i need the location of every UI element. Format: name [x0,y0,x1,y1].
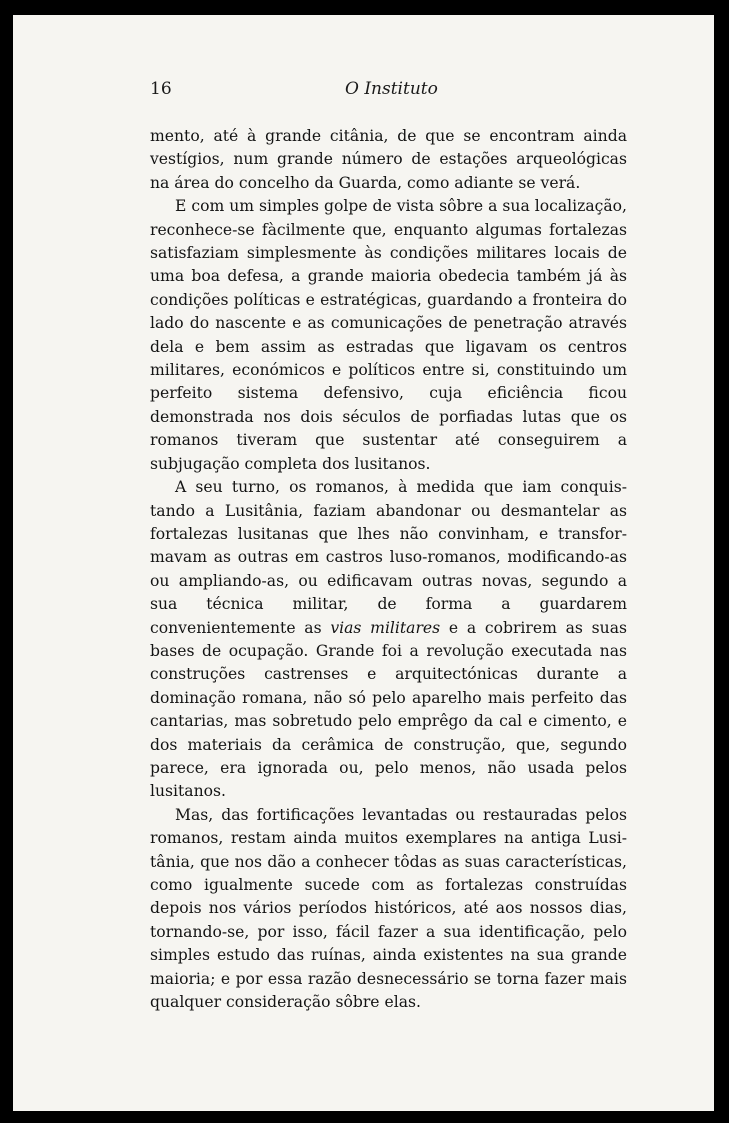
paragraph-3 [150,476,627,804]
page-number: 16 [150,79,172,99]
paragraph-3-text-end: e a cobrirem as suas bases de ocupação. Grande foi a revolução executada nas construções castrenses e arquitectónicas durante a dominação romana, não só pelo aparelho mais perfeito das cantarias, mas sobretudo pelo emprêgo da cal e cimento, e dos materiais da cerâmica de construção, que, segundo parece, era ignorada ou, pelo menos, não usada pelos lusitanos. [150,618,628,801]
book-page [13,15,714,1111]
page-header [150,79,627,103]
paragraph-3-text-start: A seu turno, os romanos, à medida que iam conquistando a Lusitânia, faziam abandonar ou desmantelar as fortalezas lusitanas que lhes não convinham, e transformavam as outras em castros luso-romanos, modificando-as ou ampliando-as, ou edificavam outras novas, segundo a sua técnica militar, de forma a guardarem convenientemente as [150,478,627,637]
paragraph-2: E com um simples golpe de vista sôbre a sua localização, reconhece-se fàcilmente que, enquanto algumas fortalezas satisfaziam simplesmente às condições militares locais de uma boa defesa, a grande maioria obedecia também já às condições políticas e estratégicas, guardando a fronteira do lado do nascente e as comunicações de penetração através dela e bem assim as estradas que ligavam os centros militares, económicos e políticos entre si, constituindo um perfeito sistema defensivo, cuja eficiência ficou demonstrada nos dois séculos de porfiadas lutas que os romanos tiveram que sustentar até conseguirem a subjugação completa dos lusitanos. [150,197,627,473]
paragraph-1: mento, até à grande citânia, de que se encontram ainda vestígios, num grande número de estações arqueológicas na área do concelho da Guarda, como adiante se verá. [150,127,627,192]
running-title: O Instituto [345,79,438,99]
italic-emphasis: vias militares [330,618,441,637]
body-text [150,125,627,1014]
paragraph-4: Mas, das fortificações levantadas ou restauradas pelos romanos, restam ainda muitos exemplares na antiga Lusitânia, que nos dão a conhecer tôdas as suas características, como igualmente sucede com as fortalezas construídas depois nos vários períodos históricos, até aos nossos dias, tornando-se, por isso, fácil fazer a sua identificação, pelo simples estudo das ruínas, ainda existentes na sua grande maioria; e por essa razão desnecessário se torna fazer mais qualquer consideração sôbre elas. [150,805,627,1012]
